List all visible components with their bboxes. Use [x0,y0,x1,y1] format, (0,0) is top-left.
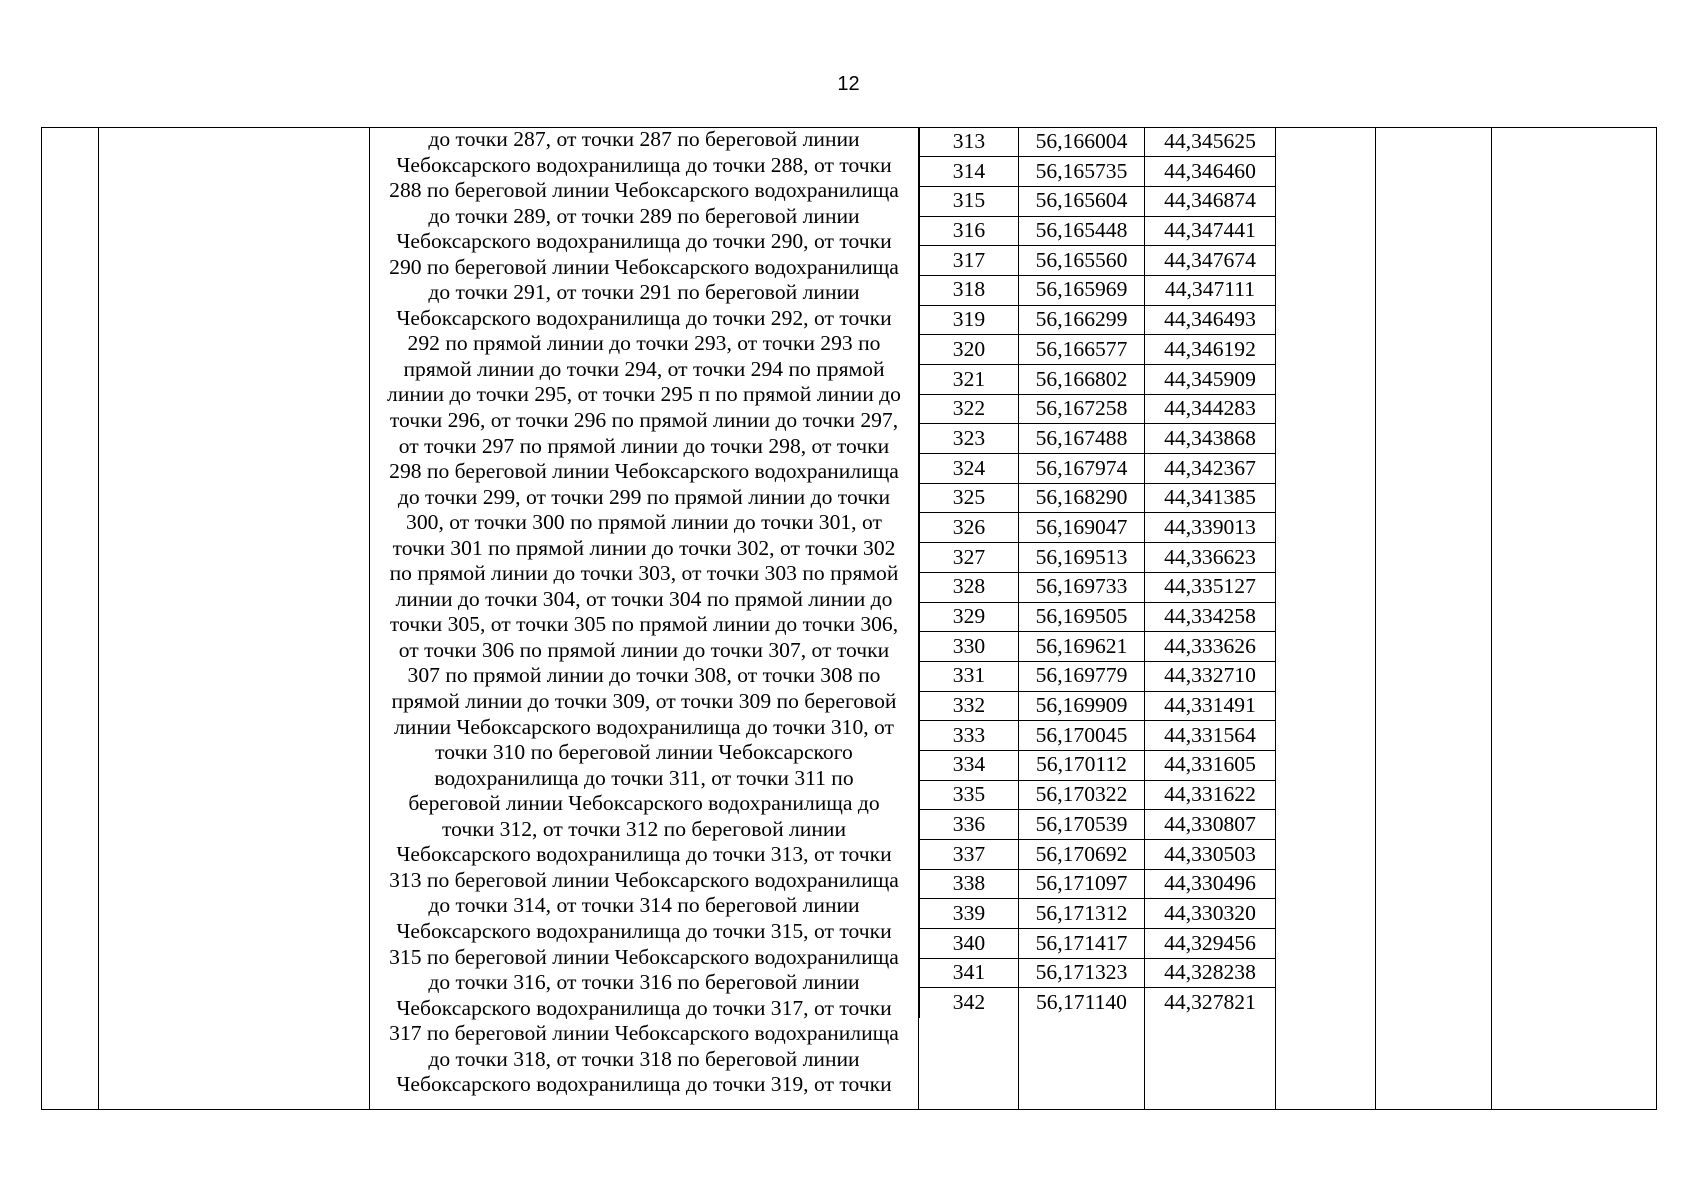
point-number-cell: 332 [920,691,1019,721]
table-row [920,869,1276,899]
latitude-cell: 56,171097 [1019,869,1145,899]
latitude-cell: 56,165735 [1019,157,1145,187]
longitude-cell: 44,331564 [1145,721,1276,751]
latitude-cell: 56,166577 [1019,335,1145,365]
longitude-cell: 44,345625 [1145,127,1276,157]
table-row [920,602,1276,632]
latitude-cell: 56,169621 [1019,632,1145,662]
longitude-cell: 44,334258 [1145,602,1276,632]
table-row [920,424,1276,454]
longitude-cell: 44,331491 [1145,691,1276,721]
longitude-cell: 44,330807 [1145,810,1276,840]
longitude-cell: 44,341385 [1145,483,1276,513]
longitude-cell: 44,330496 [1145,869,1276,899]
table-row [920,721,1276,751]
latitude-cell: 56,168290 [1019,483,1145,513]
longitude-cell: 44,332710 [1145,661,1276,691]
longitude-cell: 44,328238 [1145,958,1276,988]
point-number-cell: 338 [920,869,1019,899]
latitude-cell: 56,171140 [1019,988,1145,1018]
latitude-cell: 56,167258 [1019,394,1145,424]
table-row [920,840,1276,870]
point-number-cell: 326 [920,513,1019,543]
longitude-cell: 44,329456 [1145,929,1276,959]
longitude-cell: 44,330320 [1145,899,1276,929]
latitude-cell: 56,169909 [1019,691,1145,721]
latitude-cell: 56,171312 [1019,899,1145,929]
longitude-cell: 44,336623 [1145,543,1276,573]
point-number-cell: 329 [920,602,1019,632]
longitude-cell: 44,347441 [1145,216,1276,246]
latitude-cell: 56,165560 [1019,246,1145,276]
point-number-cell: 328 [920,572,1019,602]
table-row [920,186,1276,216]
column-divider [1375,127,1376,1110]
table-row [920,691,1276,721]
table-row [920,780,1276,810]
table-row [920,454,1276,484]
latitude-cell: 56,170539 [1019,810,1145,840]
table-row [920,929,1276,959]
point-number-cell: 324 [920,454,1019,484]
table-row [920,275,1276,305]
longitude-cell: 44,345909 [1145,365,1276,395]
point-number-cell: 334 [920,750,1019,780]
point-number-cell: 313 [920,127,1019,157]
point-number-cell: 339 [920,899,1019,929]
latitude-cell: 56,165969 [1019,275,1145,305]
point-number-cell: 321 [920,365,1019,395]
column-divider [1491,127,1492,1110]
latitude-cell: 56,171417 [1019,929,1145,959]
table-row [920,572,1276,602]
latitude-cell: 56,169047 [1019,513,1145,543]
longitude-cell: 44,346460 [1145,157,1276,187]
longitude-cell: 44,335127 [1145,572,1276,602]
table-row [920,988,1276,1018]
table-row [920,335,1276,365]
longitude-cell: 44,330503 [1145,840,1276,870]
point-number-cell: 317 [920,246,1019,276]
longitude-cell: 44,347111 [1145,275,1276,305]
point-number-cell: 336 [920,810,1019,840]
table-row [920,750,1276,780]
point-number-cell: 320 [920,335,1019,365]
table-row [920,127,1276,157]
longitude-cell: 44,342367 [1145,454,1276,484]
table-row [920,157,1276,187]
latitude-cell: 56,166004 [1019,127,1145,157]
longitude-cell: 44,347674 [1145,246,1276,276]
longitude-cell: 44,346192 [1145,335,1276,365]
column-divider [98,127,99,1110]
table-row [920,899,1276,929]
latitude-cell: 56,169733 [1019,572,1145,602]
coordinates-table [919,127,1276,1018]
latitude-cell: 56,171323 [1019,958,1145,988]
latitude-cell: 56,167488 [1019,424,1145,454]
latitude-cell: 56,170692 [1019,840,1145,870]
point-number-cell: 327 [920,543,1019,573]
point-number-cell: 315 [920,186,1019,216]
longitude-cell: 44,331622 [1145,780,1276,810]
table-row [920,958,1276,988]
table-row [920,365,1276,395]
point-number-cell: 319 [920,305,1019,335]
point-number-cell: 333 [920,721,1019,751]
point-number-cell: 322 [920,394,1019,424]
point-number-cell: 335 [920,780,1019,810]
table-row [920,483,1276,513]
point-number-cell: 325 [920,483,1019,513]
page-number: 12 [837,73,860,95]
latitude-cell: 56,165604 [1019,186,1145,216]
latitude-cell: 56,165448 [1019,216,1145,246]
longitude-cell: 44,346874 [1145,186,1276,216]
table-row [920,216,1276,246]
longitude-cell: 44,339013 [1145,513,1276,543]
longitude-cell: 44,346493 [1145,305,1276,335]
point-number-cell: 318 [920,275,1019,305]
boundary-description: до точки 287, от точки 287 по береговой линии Чебоксарского водохранилища до точки 288, от точки 288 по береговой линии Чебоксарского водохранилища до точки 289, от точки 289 по береговой линии Чебоксарского водохранилища до точки 290, от точки 290 по береговой линии Чебоксарского водохранилища до точки 291, от точки 291 по береговой линии Чебоксарского водохранилища до точки 292, от точки 292 по прямой линии до точки 293, от точки 293 по прямой линии до точки 294, от точки 294 по прямой линии до точки 295, от точки 295 п по прямой линии до точки 296, от точки 296 по прямой линии до точки 297, от точки 297 по прямой линии до точки 298, от точки 298 по береговой линии Чебоксарского водохранилища до точки 299, от точки 299 по прямой линии до точки 300, от точки 300 по прямой линии до точки 301, от точки 301 по прямой линии до точки 302, от точки 302 по прямой линии до точки 303, от точки 303 по прямой линии до точки 304, от точки 304 по прямой линии до точки 305, от точки 305 по прямой линии до точки 306, от точки 306 по прямой линии до точки 307, от точки 307 по прямой линии до точки 308, от точки 308 по прямой линии до точки 309, от точки 309 по береговой линии Чебоксарского водохранилища до точки 310, от точки 310 по береговой линии Чебоксарского водохранилища до точки 311, от точки 311 по береговой линии Чебоксарского водохранилища до точки 312, от точки 312 по береговой линии Чебоксарского водохранилища до точки 313, от точки 313 по береговой линии Чебоксарского водохранилища до точки 314, от точки 314 по береговой линии Чебоксарского водохранилища до точки 315, от точки 315 по береговой линии Чебоксарского водохранилища до точки 316, от точки 316 по береговой линии Чебоксарского водохранилища до точки 317, от точки 317 по береговой линии Чебоксарского водохранилища до точки 318, от точки 318 по береговой линии Чебоксарского водохранилища до точки 319, от точки [387,127,901,1097]
longitude-cell: 44,344283 [1145,394,1276,424]
latitude-cell: 56,170112 [1019,750,1145,780]
longitude-cell: 44,327821 [1145,988,1276,1018]
table-row [920,513,1276,543]
latitude-cell: 56,166802 [1019,365,1145,395]
point-number-cell: 342 [920,988,1019,1018]
table-row [920,661,1276,691]
point-number-cell: 323 [920,424,1019,454]
latitude-cell: 56,166299 [1019,305,1145,335]
table-row [920,543,1276,573]
table-row [920,632,1276,662]
table-row [920,246,1276,276]
point-number-cell: 341 [920,958,1019,988]
latitude-cell: 56,170322 [1019,780,1145,810]
point-number-cell: 331 [920,661,1019,691]
table-row [920,810,1276,840]
table-row [920,305,1276,335]
point-number-cell: 340 [920,929,1019,959]
latitude-cell: 56,169513 [1019,543,1145,573]
table-row [920,394,1276,424]
point-number-cell: 314 [920,157,1019,187]
latitude-cell: 56,169779 [1019,661,1145,691]
latitude-cell: 56,170045 [1019,721,1145,751]
point-number-cell: 316 [920,216,1019,246]
longitude-cell: 44,343868 [1145,424,1276,454]
longitude-cell: 44,333626 [1145,632,1276,662]
latitude-cell: 56,169505 [1019,602,1145,632]
point-number-cell: 337 [920,840,1019,870]
point-number-cell: 330 [920,632,1019,662]
latitude-cell: 56,167974 [1019,454,1145,484]
longitude-cell: 44,331605 [1145,750,1276,780]
